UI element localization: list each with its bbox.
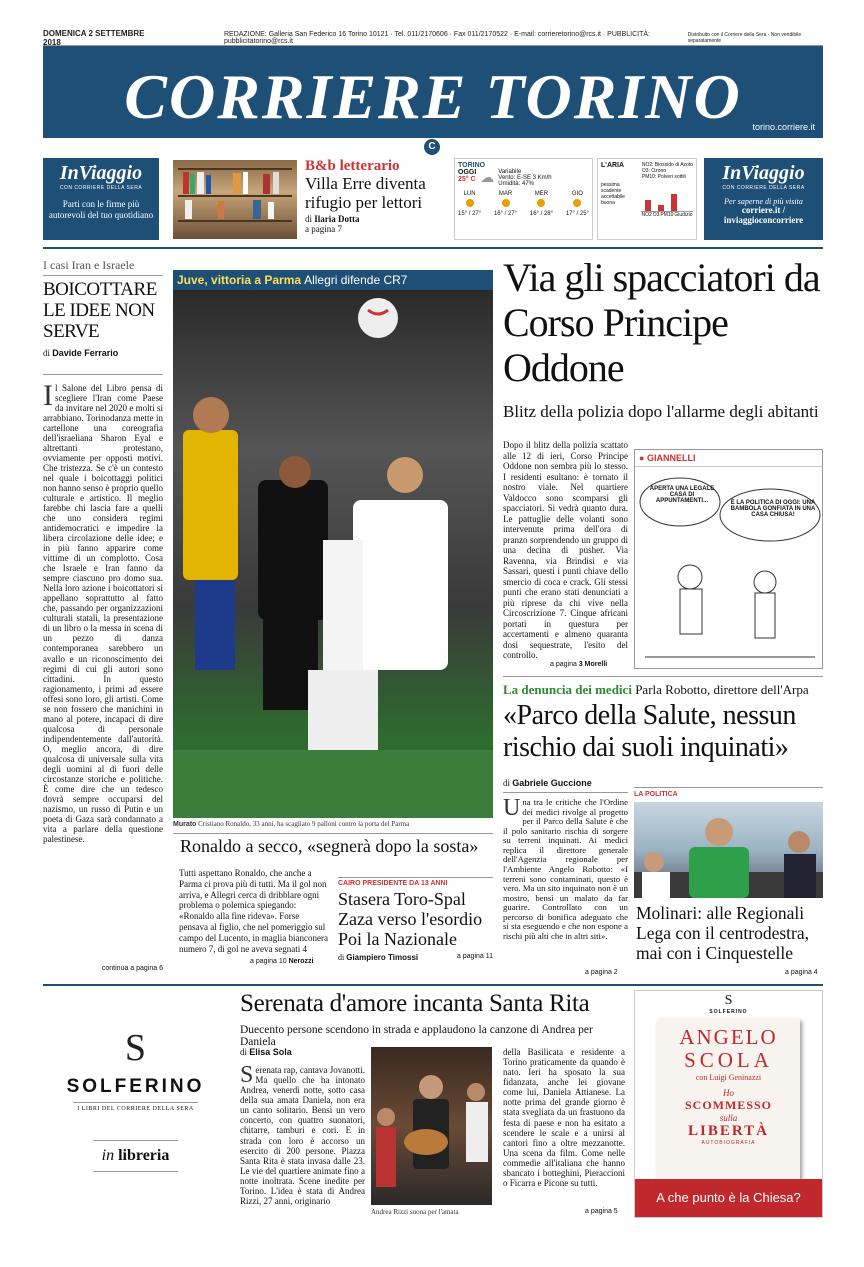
book-author-2: SCOLA (684, 1048, 773, 1072)
scola-brand: SOLFERINO (709, 1009, 748, 1015)
weather-today-temp: 25° C (458, 176, 476, 183)
solferino-brand: SOLFERINO (66, 1076, 205, 1097)
forecast-day: MER 16° / 28° (529, 191, 554, 217)
inviaggio-ad-right[interactable] (704, 158, 823, 240)
solferino-logo-icon: S (124, 1027, 147, 1069)
parco-kicker-rest: Parla Robotto, direttore dell'Arpa (635, 682, 809, 697)
aria-level: scadente (601, 188, 622, 194)
book-auto: AUTOBIOGRAFIA (701, 1140, 756, 1146)
parco-page[interactable]: a pagina 2 (585, 969, 618, 976)
serenata-author: Elisa Sola (249, 1047, 292, 1057)
politica-title[interactable]: Molinari: alle Regionali Lega con il centrodestra, mai con i Cinquestelle (636, 903, 809, 964)
parco-kicker-line (503, 682, 823, 698)
serenata-photo (371, 1047, 492, 1205)
sun-icon (466, 199, 474, 207)
forecast-day: LUN 15° / 27° (458, 191, 482, 217)
serenata-body-1: Serenata rap, cantava Jovanotti. Ma quello che ha intonato Andrea, venerdì notte, sotto casa della sua amata Daniela, non era un canto solitario. Bensì un vero concerto, con quattro suonatori, chitarre, tamburi e cori. E in strada con loro è accorso un esercito di 200 persone. Piazza Santa Rita è stata invasa dalle 23. Le vie del quartiere animate fino a notte inoltrata. Scene inedite per Torino. L'idea è stata di Andrea Rizzi, 27 anni, originario (240, 1062, 365, 1207)
cartoon (634, 449, 823, 669)
inviaggio-text2[interactable]: corriere.it / inviaggioconcorriere (723, 205, 804, 225)
aria-title: L'ARIA (601, 162, 625, 169)
air-quality-box (597, 158, 697, 240)
cairo-author: Giampiero Timossi (346, 953, 419, 963)
cairo-kicker: CAIRO PRESIDENTE DA 13 ANNI (338, 877, 493, 887)
book-liberta: LIBERTÀ (688, 1123, 769, 1139)
cartoon-bubble-1: APERTA UNA LEGALE CASA DI APPUNTAMENTI... (649, 486, 715, 504)
juve-page[interactable]: a pagina 10 Nerozzi (250, 958, 314, 965)
aria-bar-o3 (658, 205, 664, 211)
cartoon-label: GIANNELLI (646, 453, 696, 463)
weather-humidity: Umidità: 47% (498, 181, 534, 187)
juve-sub: Allegri difende CR7 (304, 273, 408, 287)
aria-level: pessima (601, 182, 620, 188)
juve-caption-bold: Murato (173, 821, 197, 828)
inviaggio-sub: CON CORRIERE DELLA SERA (59, 185, 143, 191)
iran-title: BOICOTTARE LE IDEE NON SERVE (43, 279, 157, 342)
inviaggio-text1: Per saperne di più visita (724, 197, 803, 206)
bnb-teaser[interactable] (305, 158, 445, 234)
forecast-day: MAR 16° / 27° (493, 191, 518, 217)
distribution-note: Distribuito con il Corriere della Sera · Non vendibile separatamente (687, 31, 802, 44)
iran-author: Davide Ferrario (52, 347, 119, 358)
juve-caption (173, 820, 493, 828)
sun-icon (502, 199, 510, 207)
partly-cloudy-icon: ☁ (480, 169, 495, 185)
book-sulla: sulla (719, 1113, 738, 1123)
serenata-body-2: della Basilicata e residente a Torino praticamente da quando è nato. Ieri ha sposato la sua fidanzata, anche lei giovane come lui, Daniela Attianese. La notte prima del grande giorno è stata svegliata da un frastuono da festa di paese e non ha esitato a scendere le scale e a unirsi al cantori fino a oltre mezzanotte. Una scena da film. Come nelle commedie all'italiana che hanno sbancato i botteghini, Pieraccioni o Ficarra e Picone su tutti. (503, 1047, 625, 1189)
dropcap: S (240, 1062, 254, 1088)
redazione-info: REDAZIONE: Galleria San Federico 16 Torino 10121 · Tel. 011/2170606 · Fax 011/2170522 · E-mail: corrieretorino@rcs.it · PUBBLICITÀ: pubblicitatorino@rcs.it (223, 30, 650, 45)
aria-legend: O3: Ozono (641, 168, 667, 174)
weather-box (454, 158, 593, 240)
serenata-byline-pre: di (240, 1047, 248, 1057)
juve-title: Ronaldo a secco, «segnerà dopo la sosta» (180, 836, 479, 856)
cartoon-dot-icon: ● (639, 453, 645, 463)
inviaggio-text: Parti con le firme più autorevoli del tuo quotidiano (48, 199, 154, 220)
bnb-title: Villa Erre diventa rifugio per lettori (305, 174, 426, 212)
juve-tag: Juve, vittoria a Parma (177, 273, 302, 287)
aria-level: accettabile (601, 194, 625, 200)
divider (503, 676, 823, 677)
aria-label: PM10 (660, 212, 674, 218)
main-page[interactable]: a pagina 3 Morelli (550, 661, 608, 668)
cartoon-bubble-2: È LA POLITICA DI OGGI: UNA BAMBOLA GONFIATA IN UNA CASA CHIUSA! (730, 500, 816, 518)
main-body: Dopo il blitz della polizia scattato alle 12 di ieri, Corso Principe Oddone non sembra più lo stesso. I residenti esultano: è tornato il nostro viale. Nel quartiere Valdocco sono scomparsi gli spacciatori. Si vedrà quanto dura. Le pattuglie delle volanti sono intervenute prima dell'ora di pranzo sorprendendo un gruppo di una decina di pusher. Via Ravenna, via Brindisi e via Sassari, questi i punti chiave dello smercio di coca e crack. Gli stessi punti che erano stati denunciati a più riprese da chi vive nella Circoscrizione 7. Cinque africani portati in questura per accertamenti e almeno quaranta dosi sequestrate, l'esito del controllo. (503, 440, 628, 661)
book-ho: Ho (723, 1088, 734, 1098)
parco-body: Una tra le critiche che l'Ordine dei medici rivolge al progetto per il Parco della Salute è che il polo sanitario rischia di sorgere su terreni inquinati. Ai medici replica il direttore generale dell'Agenzia regionale per l'Ambiente Angelo Robotto: «I terreni sono contaminati, questo è vero. Ma un sito inquinato non è un mostro, bensì un malato da far guarire. Controllato con un percorso di bonifica adeguato che si sta eseguendo e che non espone a rischi più alti che in altri siti». (503, 795, 628, 941)
solferino-in: in (101, 1147, 115, 1164)
cairo-page[interactable]: a pagina 11 (456, 953, 493, 961)
inviaggio-ad-left[interactable] (43, 158, 159, 240)
juve-photo (173, 290, 493, 818)
bnb-author: Ilaria Dotta (314, 214, 360, 225)
issue-date: DOMENICA 2 SETTEMBRE 2018 (43, 28, 145, 47)
sun-icon (573, 199, 581, 207)
scola-banner[interactable]: A che punto è la Chiesa? (635, 1179, 822, 1217)
parco-author: Gabriele Guccione (512, 778, 592, 788)
iran-article (43, 258, 163, 972)
inviaggio-logo: InViaggio (722, 162, 805, 184)
iran-byline-pre: di (43, 347, 51, 358)
cairo-title: Stasera Toro-Spal Zaza verso l'esordio Poi la Nazionale (338, 889, 483, 949)
aria-legend: NO2: Biossido di Azoto (641, 162, 693, 168)
parco-title[interactable]: «Parco della Salute, nessun rischio dai suoli inquinati» (503, 700, 796, 764)
politica-page[interactable]: a pagina 4 (785, 969, 818, 976)
aria-label: O3 (652, 212, 660, 218)
main-headline[interactable]: Via gli spacciatori da Corso Principe Oddone (503, 255, 820, 390)
masthead-url[interactable]: torino.corriere.it (752, 122, 815, 132)
aria-bar-pm10 (671, 194, 677, 211)
bnb-page: a pagina 7 (305, 224, 342, 235)
aria-chart (641, 182, 693, 212)
weather-today: OGGI (458, 169, 477, 176)
solferino-ad[interactable] (43, 990, 228, 1220)
cairo-article (338, 877, 493, 962)
politica-kicker: LA POLITICA (634, 787, 823, 798)
aria-label: Giudizio (674, 212, 693, 218)
main-subheadline: Blitz della polizia dopo l'allarme degli abitanti (503, 402, 819, 421)
aria-level: buona (601, 200, 615, 206)
iran-body: Il Salone del Libro pensa di scegliere l'Iran come Paese da invitare nel 2020 e molti si arrabbiano. Torinodanza mette in cartellone una coreografia dell'israeliana Sharon Eyal e altrettanti protestano, ovviamente per opposti motivi. Che tristezza. Se c'è un contesto nel quale i boicottaggi politici non hanno senso è proprio quello culturale e artistico. Il meglio farebbe chi lascia fare a quelli che uno considera regimi antidemocratici e impedire la libera circolazione delle idee; e in più fanno apparire come vittime di un complotto. Cosa che Israele e Iran fanno da sempre ciascuno pro domo sua. Nella loro azione i boicottatori si appellano soprattutto al fatto che, passando per organizzazioni culturali statali, la presentazione di un libro o la messa in scena di un pezzo di danza contemporanea sarebbero un avallo e un riconoscimento dei regimi di cui gli autori sono cittadini. In questo ragionamento, i primi ad essere offesi sono loro, gli artisti. Come se non fossero che manichini in mano al potere, incapaci di dire qualcosa di personale indipendentemente dall'autorità. O, meglio ancora, di dire qualcosa di universale sulla vita degli uomini al di fuori delle circostanze storiche e politiche. È come dire che un tedesco dovrà sempre occuparsi del nazismo, un russo di Putin e un poeta di Gaza sarà condannato a vita a parlare della questione palestinese. (43, 382, 163, 845)
book-author-1: ANGELO (679, 1025, 778, 1049)
masthead-title: CORRIERE TORINO (124, 61, 742, 132)
cairo-byline-pre: di (338, 953, 345, 963)
emblem-icon: C (424, 139, 440, 155)
juve-body: Tutti aspettano Ronaldo, che anche a Parma ci prova più di tutti. Ma il gol non arriva, e Allegri cerca di dribblare ogni problema o polemica spiegando: «Ronaldo alla fine rideva». Forse pensava al figlio, che nel pomeriggio sul campo del Lucento, in maglia bianconera numero 7, di gol ne aveva segnati 4 (179, 868, 328, 954)
parco-kicker: La denuncia dei medici (503, 682, 632, 697)
bnb-kicker: B&b letterario (305, 158, 400, 174)
juve-caption-text: Cristiano Ronaldo, 33 anni, ha scagliato 9 palloni contro la porta del Parma (198, 820, 410, 828)
iran-kicker: I casi Iran e Israele (43, 258, 163, 276)
dropcap: I (43, 382, 53, 412)
serenata-title[interactable]: Serenata d'amore incanta Santa Rita (240, 990, 590, 1017)
weather-conditions: Variabile (498, 169, 522, 175)
forecast-day: GIO 17° / 25° (565, 191, 589, 217)
top-info-bar (43, 30, 823, 46)
aria-legend: PM10: Polveri sottili (641, 174, 686, 180)
solferino-small-icon: S (724, 993, 733, 1008)
inviaggio-sub: CON CORRIERE DELLA SERA (722, 185, 805, 191)
serenata-page[interactable]: a pagina 5 (585, 1208, 618, 1215)
inviaggio-logo: InViaggio (59, 162, 143, 184)
divider (173, 833, 493, 834)
aria-label: NO2 (641, 212, 652, 218)
sun-icon (537, 199, 545, 207)
iran-continue[interactable]: continua a pagina 6 (101, 964, 163, 972)
weather-forecast (458, 191, 589, 217)
solferino-libreria: libreria (118, 1147, 170, 1164)
masthead (43, 46, 823, 138)
divider (43, 984, 823, 986)
book-with: con Luigi Geninazzi (695, 1073, 762, 1082)
juve-banner (173, 270, 493, 290)
book-scommesso: SCOMMESSO (684, 1098, 772, 1112)
aria-bar-no2 (645, 200, 651, 211)
politica-photo (634, 802, 823, 898)
bnb-byline-pre: di (305, 214, 313, 225)
bnb-photo (173, 160, 297, 239)
divider (43, 247, 823, 249)
solferino-tag: I LIBRI DEL CORRIERE DELLA SERA (73, 1102, 198, 1112)
scola-book-ad[interactable] (634, 990, 823, 1218)
parco-byline-pre: di (503, 778, 511, 788)
serenata-caption: Andrea Rizzi suona per l'amata (371, 1208, 459, 1216)
weather-wind: Vento: E-SE 3 Km/h (498, 175, 552, 181)
book-cover (657, 1019, 800, 1191)
weather-city: TORINO (458, 162, 486, 169)
dropcap: U (503, 795, 521, 821)
serenata-sub: Duecento persone scendono in strada e applaudono la canzone di Andrea per Daniela (240, 1024, 593, 1048)
